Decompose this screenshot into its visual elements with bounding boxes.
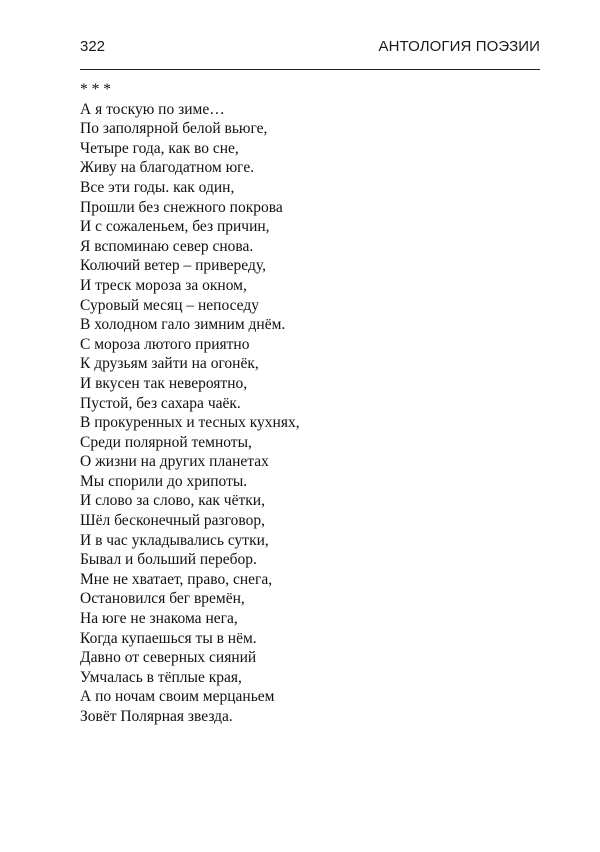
poem-line: Пустой, без сахара чаёк. bbox=[80, 394, 241, 412]
poem-line: Давно от северных сияний bbox=[80, 649, 257, 667]
poem-line: В холодном гало зимним днём. bbox=[80, 316, 286, 334]
poem-line: И треск мороза за окном, bbox=[80, 276, 247, 294]
poem-line: В прокуренных и тесных кухнях, bbox=[80, 414, 300, 432]
poem-line: К друзьям зайти на огонёк, bbox=[80, 355, 259, 373]
poem-line: Я вспоминаю север снова. bbox=[80, 237, 254, 255]
poem-line: С мороза лютого приятно bbox=[80, 335, 250, 353]
poem-line: Бывал и больший перебор. bbox=[80, 551, 257, 569]
poem-line: И в час укладывались сутки, bbox=[80, 531, 269, 549]
poem-line: И слово за слово, как чётки, bbox=[80, 492, 265, 510]
poem-line: Среди полярной темноты, bbox=[80, 433, 252, 451]
poem-line: Все эти годы. как один, bbox=[80, 178, 235, 196]
poem-line: О жизни на других планетах bbox=[80, 453, 269, 471]
poem-line: Шёл бесконечный разговор, bbox=[80, 512, 265, 530]
poem-line: А по ночам своим мерцаньем bbox=[80, 688, 275, 706]
poem-line: Умчалась в тёплые края, bbox=[80, 668, 242, 686]
poem-line: Когда купаешься ты в нём. bbox=[80, 629, 257, 647]
poem-separator-asterisks: * * * bbox=[80, 81, 111, 98]
page-number: 322 bbox=[80, 38, 106, 55]
poem-line: И вкусен так невероятно, bbox=[80, 374, 248, 392]
poem-line: Мы спорили до хрипоты. bbox=[80, 472, 248, 490]
poem bbox=[80, 80, 540, 727]
poem-line: Четыре года, как во сне, bbox=[80, 139, 239, 157]
poem-line: По заполярной белой вьюге, bbox=[80, 120, 268, 138]
running-title: АНТОЛОГИЯ ПОЭЗИИ bbox=[378, 38, 540, 55]
page-header bbox=[80, 38, 540, 60]
poem-line: А я тоскую по зиме… bbox=[80, 100, 225, 118]
poem-line: И с сожаленьем, без причин, bbox=[80, 218, 270, 236]
poem-line: Мне не хватает, право, снега, bbox=[80, 570, 273, 588]
poem-line: Зовёт Полярная звезда. bbox=[80, 708, 233, 725]
header-divider bbox=[80, 69, 540, 70]
poem-line: Прошли без снежного покрова bbox=[80, 198, 283, 216]
poem-line: Колючий ветер – привереду, bbox=[80, 257, 266, 275]
poem-line: Остановился бег времён, bbox=[80, 590, 245, 608]
poem-line: Суровый месяц – непоседу bbox=[80, 296, 259, 314]
poem-line: На юге не знакома нега, bbox=[80, 610, 238, 628]
poem-line: Живу на благодатном юге. bbox=[80, 159, 255, 177]
